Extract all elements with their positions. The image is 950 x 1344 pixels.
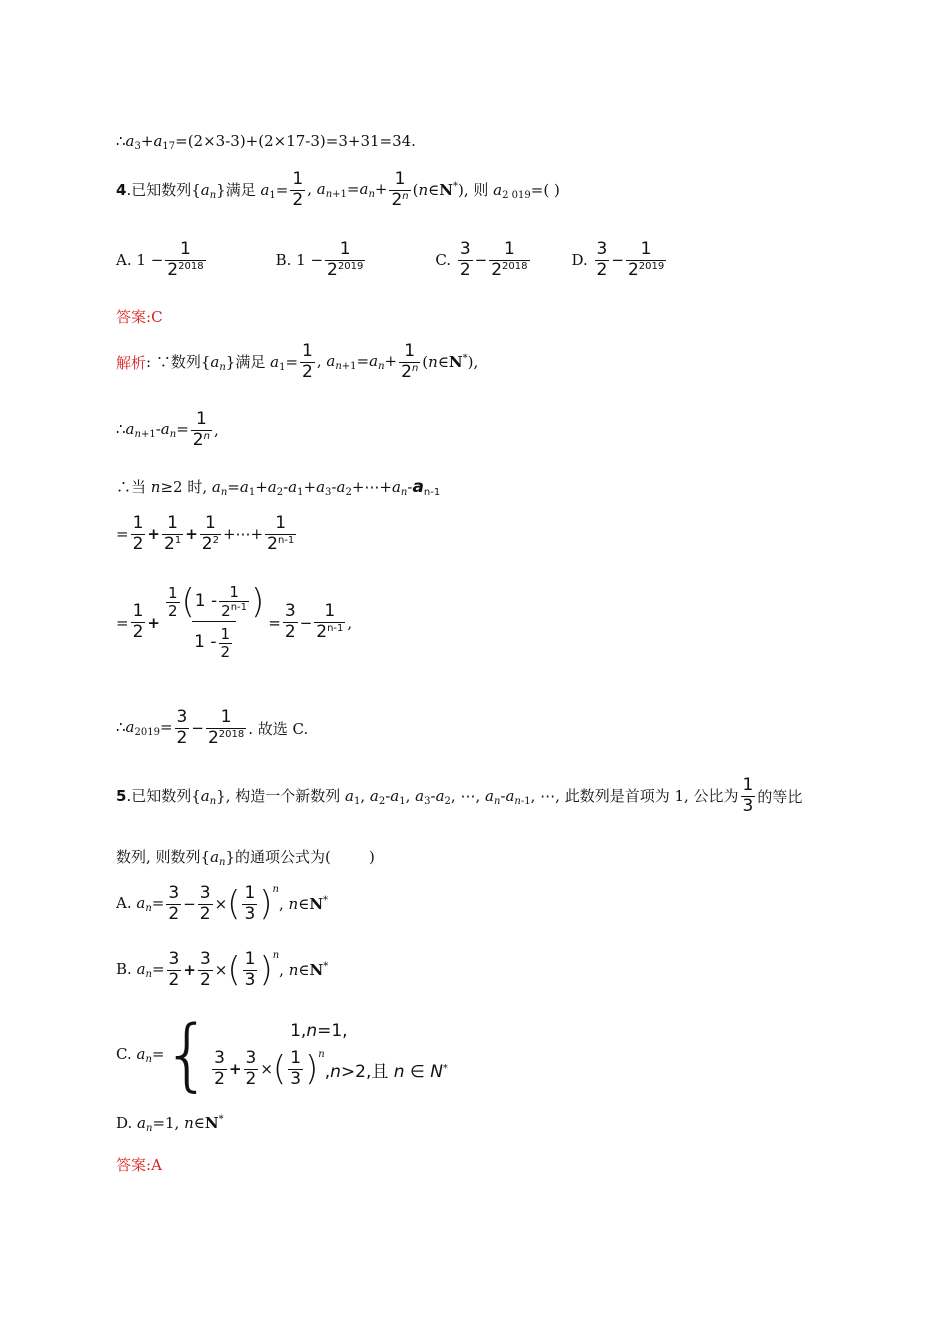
q5-option-d[interactable]: D. $a_n=1$, n∈N* [116, 1114, 224, 1134]
q4-option-b[interactable]: B. 1 − $\frac{1}{2^{2019}}$ [275, 239, 364, 280]
q4-geometric-line: = $\frac{1}{2}$ + $\frac{1}{2}$ ( 1 - $\frac{1}{2^{n-1}}$ ) 1 - $\frac{1}{2}$ = $\frac{3}{2}$ − $\frac{1}{2^{n-1}}$ , [116, 582, 353, 661]
q4-options [116, 240, 736, 280]
q4-option-a[interactable]: A. 1 − $\frac{1}{2^{2018}}$ [116, 239, 204, 280]
q5-answer [116, 1154, 162, 1175]
q4-stem-text: .已知数列$\{a_n\}$满足 $a_1=$ [126, 181, 289, 202]
q5-answer-label: 答案 [116, 1156, 147, 1174]
q5-number: 5 [116, 787, 127, 806]
q4-big-fraction: $\frac{1}{2}$ ( 1 - $\frac{1}{2^{n-1}}$ ) 1 - $\frac{1}{2}$ [167, 582, 265, 661]
q4-answer [116, 306, 163, 327]
q4-option-d[interactable]: D. $\frac{3}{2}$ − $\frac{1}{2^{2019}}$ [571, 239, 665, 280]
q4-answer-label: 答案 [116, 308, 147, 326]
q4-sum-line: ∴当 n≥2 时, $a_n=a_1+a_2-a_1+a_3-a_2+\cdots+a_n-a_{n-1}$ [116, 477, 441, 498]
q4-analysis-intro: 解析 : ∵数列$\{a_n\}$满足 $a_1=$ $\frac{1}{2}$ , $a_{n+1}=a_n+$ $\frac{1}{2^n}$ (n∈N*), [116, 341, 479, 382]
q4-final-line: $\therefore a_{2019}=$ $\frac{3}{2}$ − $\frac{1}{2^{2018}}$ . 故选 C. [116, 707, 309, 748]
q4-diff-line: $\therefore a_{n+1}-a_n=$ $\frac{1}{2^n}$ , [116, 409, 219, 450]
q4-series-line: = $\frac{1}{2}$ + $\frac{1}{2^1}$ + $\frac{1}{2^2}$ +⋯+ $\frac{1}{2^{n-1}}$ [116, 513, 295, 554]
q4-stem [116, 170, 560, 210]
q5-option-a[interactable]: A. $a_n=$ $\frac{3}{2}$ − $\frac{3}{2}$ × ( $\frac{1}{3}$ ) n , n∈N* [116, 883, 329, 925]
q4-analysis-label: 解析 [116, 353, 147, 372]
q4-option-c[interactable]: C. $\frac{3}{2}$ − $\frac{1}{2^{2018}}$ [435, 239, 528, 280]
q4-recurrence: , $a_{n+1}=a_n+$ [307, 180, 388, 201]
q5-stem: 5 .已知数列$\{a_n\}$, 构造一个新数列 $a_1$, $a_2-a_1$, $a_3-a_2$, ⋯, $a_n-a_{n-1}$, ⋯, 此数列是首项为 1, 公比为 $\frac{1}{3}$ 的等比 [116, 775, 803, 816]
q5-option-c[interactable]: C. $a_n=$ { 1,n=1, $\frac{3}{2}$ + $\frac{3}{2}$ × ( $\frac{1}{3}$ ) n ,n>2,且 n ∈ N* [116, 1010, 448, 1100]
q4-number: 4 [116, 181, 127, 200]
therefore-sum-text: $\therefore a_3+a_{17}=(2\times 3-3)+(2\times 17-3)=3+31=34$. [116, 132, 416, 152]
q5-answer-value: :A [146, 1155, 162, 1174]
q4-domain: (n∈N*), 则 $a_{2 019}=$( ) [412, 181, 560, 202]
q5-stem-line2: 数列, 则数列$\{a_n\}$的通项公式为( ) [116, 848, 375, 868]
q4-answer-value: :C [146, 307, 163, 326]
q4-a1-fraction: $\frac{1}{2}$ [292, 169, 304, 210]
q4-recurrence-fraction: $\frac{1}{2^n}$ [391, 169, 409, 210]
q5-option-b[interactable]: B. $a_n=$ $\frac{3}{2}$ + $\frac{3}{2}$ × ( $\frac{1}{3}$ ) n , n∈N* [116, 949, 329, 991]
q5-ratio: $\frac{1}{3}$ [742, 775, 754, 816]
therefore-sum-line [116, 132, 416, 152]
